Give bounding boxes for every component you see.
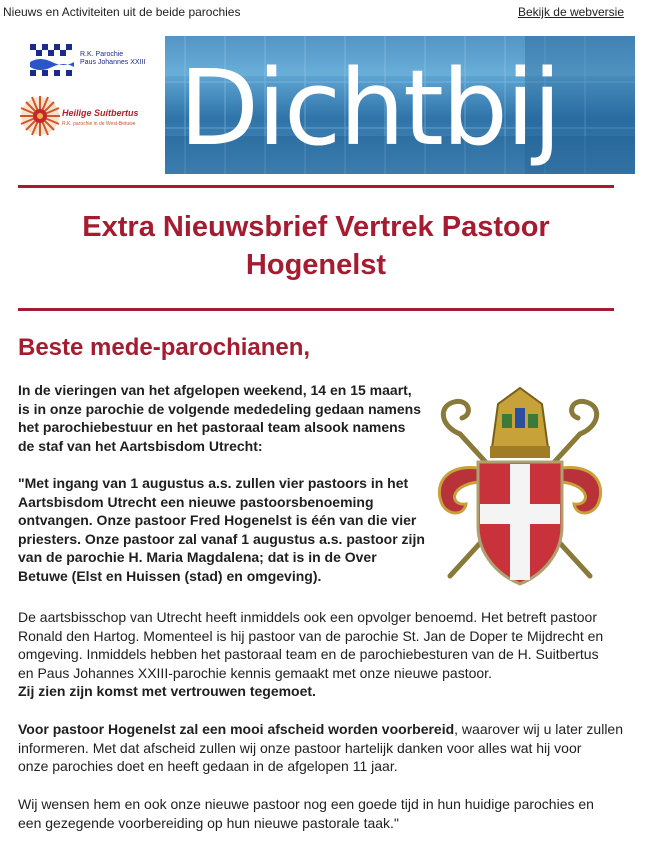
- intro-line: het parochiebestuur en het pastoraal team alsook namens: [18, 419, 406, 435]
- parish1-line2: Paus Johannes XXIII: [80, 59, 146, 66]
- intro-line: In de vieringen van het afgelopen weekend, 14 en 15 maart,: [18, 382, 412, 398]
- quote-line: priesters. Onze pastoor zal vanaf 1 augustus a.s. pastoor zijn: [18, 530, 425, 547]
- divider-bottom: [18, 308, 614, 311]
- successor-line: De aartsbisschop van Utrecht heeft inmiddels ook een opvolger benoemd. Het betreft pastoor: [18, 609, 597, 625]
- parish-logos: [18, 36, 163, 174]
- farewell-paragraph: [18, 720, 623, 776]
- wishes-line: een gezegende voorbereiding op hun nieuwe pastorale taak.": [18, 814, 399, 831]
- successor-line: omgeving. Inmiddels hebben het pastoraal team en de parochiebesturen van de H. Suitbertus: [18, 646, 599, 662]
- wishes-paragraph: [18, 795, 594, 832]
- intro-line: is in onze parochie de volgende mededeling gedaan namens: [18, 400, 421, 417]
- paus-johannes-logo: [28, 42, 163, 82]
- intro-paragraph: [18, 381, 421, 455]
- parish1-line1: R.K. Parochie: [80, 51, 124, 58]
- banner-title: Dichtbij: [179, 47, 560, 169]
- newsletter-headline: [18, 208, 614, 284]
- paus-johannes-emblem-icon: [28, 42, 76, 80]
- quote-line: Aartsbisdom Utrecht een nieuwe pastoorsbenoeming: [18, 493, 374, 510]
- view-webversion-link[interactable]: Bekijk de webversie: [517, 5, 624, 19]
- quote-line: ontvangen. Onze pastoor Fred Hogenelst is één van die vier: [18, 512, 417, 528]
- successor-bold-line: Zij zien zijn komst met vertrouwen tegemoet.: [18, 683, 316, 699]
- farewell-bold-text: Voor pastoor Hogenelst zal een mooi afscheid worden voorbereid: [18, 721, 455, 737]
- headline-line2: Hogenelst: [245, 249, 387, 281]
- farewell-first-line: [18, 720, 623, 739]
- farewell-rest-text: , waarover wij u later zullen: [454, 721, 624, 737]
- quote-line: "Met ingang van 1 augustus a.s. zullen vier pastoors in het: [18, 475, 409, 491]
- quote-paragraph: [18, 474, 425, 585]
- preheader-text: Nieuws en Activiteiten uit de beide parochies: [3, 5, 241, 19]
- top-bar: [0, 0, 651, 28]
- successor-paragraph: [18, 608, 603, 701]
- divider-top: [18, 185, 614, 188]
- parish2-sub: R.K. parochie in de West-Betuwe: [62, 121, 136, 127]
- quote-line: van de parochie H. Maria Magdalena; dat is in de Over: [18, 549, 377, 565]
- intro-line: de staf van het Aartsbisdom Utrecht:: [18, 437, 263, 454]
- farewell-line: informeren. Met dat afscheid zullen wij onze pastoor hartelijk danken voor alles wat hij voor: [18, 739, 582, 756]
- headline-line1: Extra Nieuwsbrief Vertrek Pastoor: [82, 211, 550, 243]
- successor-line: en Paus Johannes XXIII-parochie kennis gemaakt met onze nieuwe pastoor.: [18, 664, 492, 681]
- newsletter-banner: [165, 36, 635, 174]
- successor-line: Ronald den Hartog. Momenteel is hij pastoor van de parochie St. Jan de Doper te Mijdrecht en: [18, 627, 604, 644]
- archdiocese-coat-of-arms-icon: [420, 386, 620, 586]
- suitbertus-logo: [18, 94, 163, 142]
- quote-line: Betuwe (Elst en Huissen (stad) en omgeving).: [18, 567, 322, 584]
- wishes-line: Wij wensen hem en ook onze nieuwe pastoor nog een goede tijd in hun huidige parochies en: [18, 796, 594, 812]
- parish2-name: Heilige Suitbertus: [62, 108, 139, 118]
- farewell-line: onze parochies doet en heeft gedaan in de afgelopen 11 jaar.: [18, 758, 398, 774]
- greeting-heading: Beste mede-parochianen,: [18, 334, 311, 361]
- sun-emblem-icon: [18, 94, 62, 138]
